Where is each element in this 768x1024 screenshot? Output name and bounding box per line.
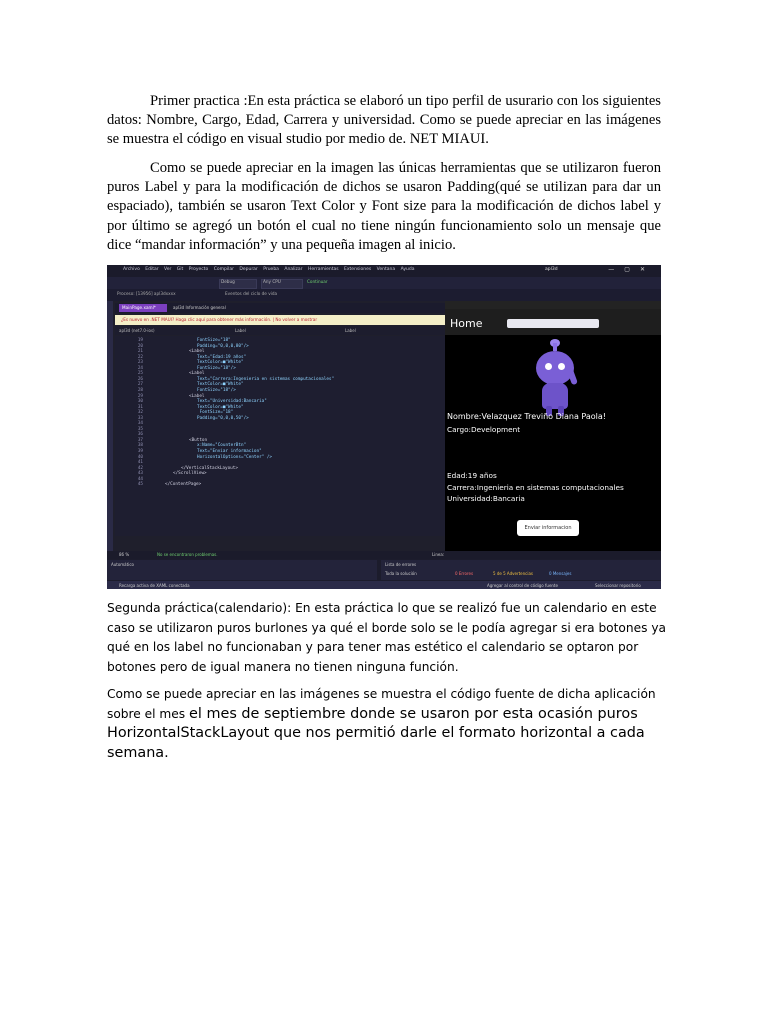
paragraph-4-small: Como se puede apreciar en las imágenes se muestra el código fuente de dicha aplicación sobre el mes xyxy=(107,687,656,721)
left-toolstrip xyxy=(107,301,113,551)
line-number: 26 xyxy=(137,376,143,382)
line-number: 43 xyxy=(137,471,143,477)
line-number: 31 xyxy=(137,404,143,410)
paragraph-4 xyxy=(107,685,667,763)
code-line[interactable]: TextColor=■"White" xyxy=(197,404,244,410)
debug-select[interactable]: Debug xyxy=(221,279,235,284)
editor-tabs xyxy=(115,303,445,313)
app-debug-toolbar[interactable] xyxy=(507,319,599,328)
warning-text[interactable]: ¿Es nuevo en .NET MAUI? Haga clic aquí para obtener más información. | No volver a mostrar xyxy=(121,317,318,322)
line-number: 44 xyxy=(137,476,143,482)
line-number: 41 xyxy=(137,460,143,466)
tab-mainpage[interactable]: MainPage.xaml* xyxy=(119,304,167,312)
line-number: 28 xyxy=(137,387,143,393)
line-number: 35 xyxy=(137,426,143,432)
line-status: Linea: xyxy=(432,552,445,557)
line-number: 27 xyxy=(137,382,143,388)
line-number: 38 xyxy=(137,443,143,449)
label-carrera: Carrera:Ingenieria en sistemas computacionales xyxy=(447,483,624,492)
ide-navbar xyxy=(107,289,661,301)
line-number: 33 xyxy=(137,415,143,421)
line-number: 23 xyxy=(137,360,143,366)
code-line[interactable]: Text="Enviar informacion" xyxy=(197,449,262,454)
code-line[interactable]: FontSize="18"/> xyxy=(197,387,236,393)
code-line[interactable]: x:Name="CounterBtn" xyxy=(197,443,247,449)
line-number: 29 xyxy=(137,393,143,399)
code-line[interactable]: <Label xyxy=(189,393,205,399)
code-line[interactable]: </VerticalStackLayout> xyxy=(181,465,238,471)
ide-menubar xyxy=(107,265,661,277)
code-line[interactable]: Padding="0,0,0,50"/> xyxy=(197,415,249,421)
paragraph-3: Segunda práctica(calendario): En esta práctica lo que se realizó fue un calendario en este caso se utilizaron puros burlones ya qué el borde solo se le podía agregar si era botones ya qué en los label no funcionaban y para tener mas estético el calendario se optaron por botones pero de igual manera no tienen ninguna función. xyxy=(107,601,666,674)
code-line[interactable]: TextColor=■"White" xyxy=(197,360,244,366)
ide-bottom-panels xyxy=(107,551,661,589)
line-number: 25 xyxy=(137,371,143,377)
errors-count[interactable]: 0 Errores xyxy=(455,571,474,576)
app-header xyxy=(445,309,661,335)
line-number: 34 xyxy=(137,421,143,427)
maui-warning-bar xyxy=(115,315,445,325)
paragraph-2: Como se puede apreciar en la imagen las únicas herramientas que se utilizaron fueron puros Label y para la modificación de dichos se usaron Padding(qué se utilizan para dar un espaciado), también se usaron Text Color y Font size para la modificación de dichos label y por último se agregó un botón el cual no tiene ningún funcionamiento solo un mensaje que dice “mandar información” y una pequeña imagen al inicio. xyxy=(107,160,661,253)
line-number: 39 xyxy=(137,449,143,454)
zoom-level[interactable]: 86 % xyxy=(119,552,130,557)
ide-toolbar xyxy=(107,277,661,289)
line-number: 20 xyxy=(137,343,143,349)
code-line[interactable]: </ScrollView> xyxy=(173,471,207,477)
label-cargo: Cargo:Development xyxy=(447,425,521,434)
ide-screenshot xyxy=(107,265,661,589)
source-control-button[interactable]: Agregar al control de código fuente xyxy=(487,583,558,588)
label-universidad: Universidad:Bancaria xyxy=(447,494,525,503)
code-line[interactable]: Text="Universidad:Bancaria" xyxy=(197,399,267,405)
line-number: 19 xyxy=(137,338,143,343)
cpu-select[interactable]: Any CPU xyxy=(263,279,281,284)
send-info-button[interactable]: Enviar informacion xyxy=(517,520,579,536)
tab-overview[interactable]: apl3d Información general xyxy=(173,305,226,310)
label-name: Nombre:Velazquez Treviño Diana Paola! xyxy=(447,412,606,421)
code-line[interactable]: FontSize="18"/> xyxy=(197,365,236,371)
line-number: 30 xyxy=(137,399,143,405)
warnings-count[interactable]: 5 de 5 Advertencias xyxy=(493,571,533,576)
xaml-hot-reload-status[interactable]: Recarga activa de XAML conectada xyxy=(119,583,190,588)
code-line[interactable]: FontSize="18" xyxy=(197,410,234,416)
paragraph-1: Primer practica :En esta práctica se elaboró un tipo perfil de usurario con los siguientes datos: Nombre, Cargo, Edad, Carrera y universidad. Como se puede apreciar en las imágenes se muestra el código en visual studio por medio de. NET MIAUI. xyxy=(107,93,661,148)
code-line[interactable]: Padding="0,0,0,80"/> xyxy=(197,343,249,349)
no-problems-status: No se encontraron problemas. xyxy=(157,552,218,557)
error-list-title[interactable]: Lista de errores xyxy=(385,562,417,567)
output-panel-title[interactable]: Automático xyxy=(111,562,134,567)
code-line[interactable]: TextColor=■"White" xyxy=(197,382,244,388)
crumb-project[interactable]: apl3d (net7.0-ios) xyxy=(119,328,155,333)
code-line[interactable]: FontSize="18" xyxy=(197,338,231,343)
paragraph-4-large: el mes de septiembre donde se usaron por esta ocasión puros HorizontalStackLayout que nos permitió darle el formato horizontal a cada semana. xyxy=(107,705,645,761)
continue-button[interactable]: Continuar xyxy=(307,279,328,284)
line-number: 42 xyxy=(137,465,143,471)
crumb-member[interactable]: Label xyxy=(345,328,356,333)
code-line[interactable]: <Label xyxy=(189,371,205,377)
line-number: 37 xyxy=(137,437,143,443)
code-line[interactable]: Text="Edad:19 años" xyxy=(197,354,247,360)
ide-menu-items[interactable]: Archivo Editar Ver Git Proyecto Compilar Depurar Prueba Analizar Herramientas Extensiones Ventana Ayuda xyxy=(123,267,415,272)
editor-breadcrumb xyxy=(115,326,445,335)
maui-app-window xyxy=(445,301,661,551)
code-line[interactable]: Text="Carrera:Ingenieria en sistemas computacionales" xyxy=(197,376,335,382)
line-number: 24 xyxy=(137,365,143,371)
code-line[interactable]: <Button xyxy=(189,437,208,443)
label-edad: Edad:19 años xyxy=(447,471,497,480)
lifecycle-events[interactable]: Eventos del ciclo de vida xyxy=(225,291,278,296)
app-title: Home xyxy=(450,317,483,330)
ide-project-name: apl3d xyxy=(545,267,558,272)
code-line[interactable]: </ContentPage> xyxy=(165,482,202,488)
repository-button[interactable]: Seleccionar repositorio xyxy=(595,583,641,588)
line-number: 22 xyxy=(137,354,143,360)
code-line[interactable]: <Label xyxy=(189,349,205,355)
app-titlebar xyxy=(445,301,661,309)
solution-filter[interactable]: Toda la solución xyxy=(385,571,417,576)
line-number: 45 xyxy=(137,482,143,488)
process-select[interactable]: Proceso: [13956] apl3dxxxx xyxy=(117,291,176,296)
crumb-element[interactable]: Label xyxy=(235,328,246,333)
line-number: 36 xyxy=(137,432,143,438)
line-number: 21 xyxy=(137,349,143,355)
line-number: 40 xyxy=(137,454,143,460)
code-editor[interactable] xyxy=(115,336,445,536)
messages-count[interactable]: 0 Mensajes xyxy=(549,571,572,576)
code-line[interactable]: HorizontalOptions="Center" /> xyxy=(197,454,273,460)
window-controls-icon[interactable]: —▢✕ xyxy=(608,266,655,273)
line-number: 32 xyxy=(137,410,143,416)
